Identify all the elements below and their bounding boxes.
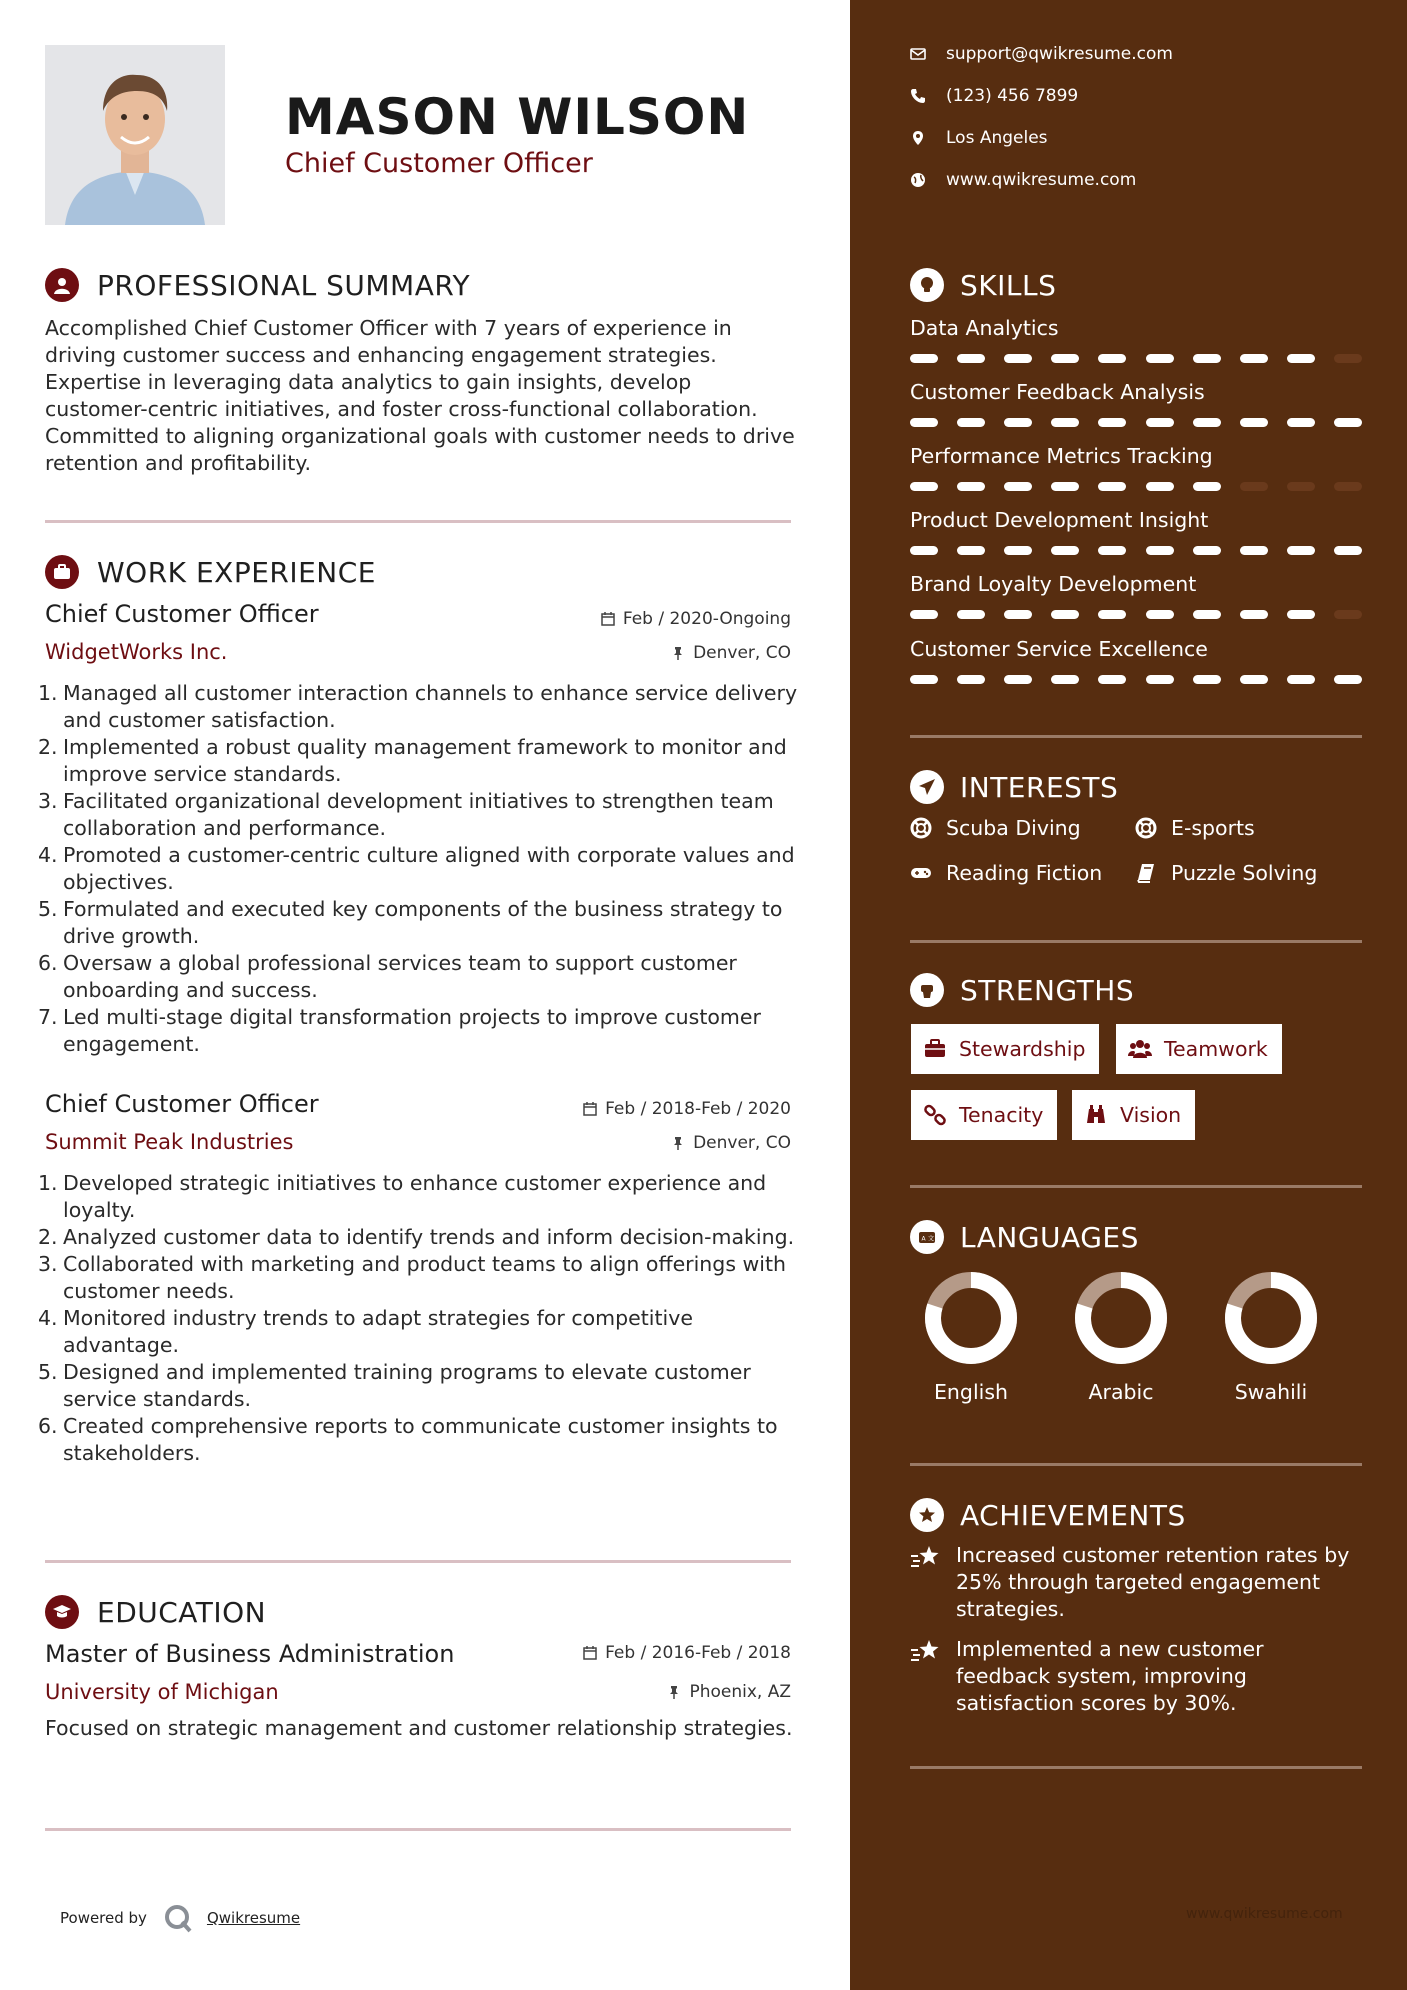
calendar-icon — [583, 1102, 597, 1116]
contact-email — [910, 44, 1173, 64]
skill-name: Brand Loyalty Development — [910, 572, 1197, 596]
users-icon — [1128, 1037, 1152, 1061]
skill-level-segment — [1193, 354, 1221, 363]
list-item: 2. Analyzed customer data to identify trends and inform decision-making. — [38, 1225, 795, 1249]
achievements-title: ACHIEVEMENTS — [960, 1498, 1186, 1532]
job-location-text: Denver, CO — [693, 1133, 791, 1153]
interest-label: Scuba Diving — [946, 816, 1081, 840]
interest-label: Puzzle Solving — [1171, 861, 1318, 885]
skills-heading — [910, 268, 1056, 302]
skills-title: SKILLS — [960, 268, 1057, 302]
website-text[interactable]: www.qwikresume.com — [946, 170, 1137, 190]
skill-level-segment — [910, 610, 938, 619]
candidate-name: MASON WILSON — [285, 88, 750, 146]
skill-level-segment — [1004, 482, 1032, 491]
skill-level-segment — [1240, 675, 1268, 684]
skill-level-segment — [1240, 610, 1268, 619]
job-title: Chief Customer Officer — [45, 600, 319, 628]
divider — [45, 1560, 791, 1563]
divider — [910, 735, 1362, 738]
skill-level-bar — [910, 418, 1362, 427]
link-icon — [923, 1103, 947, 1127]
candidate-title: Chief Customer Officer — [285, 148, 593, 179]
skill-item — [910, 380, 1362, 427]
skill-level-bar — [910, 482, 1362, 491]
job-dates-text: Feb / 2018-Feb / 2020 — [605, 1099, 791, 1119]
phone-icon — [910, 88, 926, 104]
skill-level-segment — [1051, 482, 1079, 491]
shooting-star-icon — [910, 1544, 942, 1572]
skill-level-segment — [1146, 482, 1174, 491]
interest-item — [910, 816, 1081, 840]
skill-level-bar — [910, 354, 1362, 363]
strength-label: Teamwork — [1164, 1037, 1268, 1061]
strength-badge — [1072, 1090, 1195, 1140]
interest-item — [910, 861, 1102, 885]
job-location-text: Denver, CO — [693, 643, 791, 663]
paper-plane-icon — [910, 770, 944, 804]
skill-level-segment — [1334, 354, 1362, 363]
strength-badge — [1116, 1024, 1282, 1074]
education-heading — [45, 1595, 266, 1629]
skill-name: Customer Service Excellence — [910, 637, 1208, 661]
skill-level-segment — [910, 546, 938, 555]
job-dates — [583, 1099, 791, 1119]
map-marker-icon — [910, 130, 926, 146]
skill-level-segment — [1193, 418, 1221, 427]
skill-level-segment — [1287, 354, 1315, 363]
strength-label: Vision — [1120, 1103, 1182, 1127]
skill-level-segment — [1098, 610, 1126, 619]
interest-item — [1135, 861, 1317, 885]
skill-level-segment — [957, 354, 985, 363]
skill-level-segment — [1334, 675, 1362, 684]
skill-level-bar — [910, 546, 1362, 555]
skill-level-segment — [1287, 546, 1315, 555]
achievement-text: Increased customer retention rates by 25% through targeted engagement strategies. — [956, 1543, 1350, 1621]
divider — [910, 1463, 1362, 1466]
divider — [910, 940, 1362, 943]
skill-name: Customer Feedback Analysis — [910, 380, 1205, 404]
interest-item — [1135, 816, 1255, 840]
skill-level-segment — [1240, 418, 1268, 427]
pin-icon — [671, 1136, 685, 1150]
job-location — [671, 643, 791, 663]
watermark-text: www.qwikresume.com — [1186, 1906, 1343, 1922]
skill-name: Performance Metrics Tracking — [910, 444, 1213, 468]
globe-icon — [910, 172, 926, 188]
divider — [45, 520, 791, 523]
skill-level-segment — [1287, 675, 1315, 684]
skill-level-segment — [957, 675, 985, 684]
skill-level-segment — [1240, 354, 1268, 363]
list-item: 5. Formulated and executed key components of the business strategy to drive growth. — [38, 897, 783, 948]
language-name: English — [933, 1380, 1009, 1404]
skill-level-segment — [1193, 482, 1221, 491]
skill-level-segment — [1287, 610, 1315, 619]
skill-level-segment — [1004, 418, 1032, 427]
list-item: 3. Collaborated with marketing and product teams to align offerings with customer needs. — [38, 1252, 787, 1303]
language-item — [911, 1270, 1031, 1404]
strength-badge — [911, 1090, 1057, 1140]
divider — [910, 1185, 1362, 1188]
summary-text: Accomplished Chief Customer Officer with 7 years of experience in driving customer success and enhancing engagement strategies. Expertise in leveraging data analytics to gain insights, develop customer-centric initiatives, and foster cross-functional collaboration. Committed to aligning organizational goals with customer needs to drive retention and profitability. — [45, 316, 795, 475]
skill-level-segment — [957, 482, 985, 491]
skill-level-segment — [910, 482, 938, 491]
language-name: Swahili — [1234, 1380, 1308, 1404]
skill-level-segment — [1240, 546, 1268, 555]
skill-level-segment — [1051, 546, 1079, 555]
fist-icon — [910, 973, 944, 1007]
svg-text:A: A — [921, 1235, 926, 1243]
svg-text:文: 文 — [928, 1235, 935, 1243]
skill-level-segment — [1287, 482, 1315, 491]
experience-heading — [45, 555, 376, 589]
skill-level-segment — [1146, 418, 1174, 427]
achievement-item — [910, 1542, 1362, 1623]
language-donut — [923, 1270, 1019, 1366]
skill-item — [910, 572, 1362, 619]
job-dates — [601, 609, 791, 629]
skill-name: Product Development Insight — [910, 508, 1209, 532]
language-donut — [1073, 1270, 1169, 1366]
skill-level-segment — [1098, 482, 1126, 491]
sidebar — [850, 0, 1407, 1990]
achievement-item — [910, 1636, 1362, 1717]
skill-level-segment — [957, 546, 985, 555]
education-location — [667, 1682, 791, 1702]
email-text[interactable]: support@qwikresume.com — [946, 44, 1173, 64]
skill-level-segment — [1334, 610, 1362, 619]
strength-label: Stewardship — [959, 1037, 1086, 1061]
location-text: Los Angeles — [946, 128, 1048, 148]
skill-level-bar — [910, 610, 1362, 619]
powered-by — [60, 1903, 300, 1933]
language-item — [1211, 1270, 1331, 1404]
profile-photo — [45, 45, 225, 225]
list-item: 2. Implemented a robust quality management framework to monitor and improve service standards. — [38, 735, 787, 786]
interests-heading — [910, 770, 1118, 804]
list-item: 7. Led multi-stage digital transformation projects to improve customer engagement. — [38, 1005, 761, 1056]
skill-level-segment — [910, 675, 938, 684]
skill-item — [910, 637, 1362, 684]
envelope-icon — [910, 46, 926, 62]
job-dates-text: Feb / 2020-Ongoing — [622, 609, 791, 629]
job-title: Chief Customer Officer — [45, 1090, 319, 1118]
gamepad-icon — [910, 862, 932, 884]
list-item: 6. Oversaw a global professional services team to support customer onboarding and success. — [38, 951, 737, 1002]
school-name: University of Michigan — [45, 1680, 279, 1704]
list-item: 5. Designed and implemented training programs to elevate customer service standards. — [38, 1360, 751, 1411]
summary-heading — [45, 268, 470, 302]
skill-level-segment — [1334, 482, 1362, 491]
job-bullets — [38, 1170, 798, 1467]
calendar-icon — [583, 1646, 597, 1660]
languages-heading — [910, 1220, 1139, 1254]
skill-level-segment — [1004, 675, 1032, 684]
contact-website — [910, 170, 1136, 190]
qwikresume-logo-icon — [163, 1903, 193, 1933]
achievements-heading — [910, 1498, 1186, 1532]
skill-name: Data Analytics — [910, 316, 1059, 340]
interests-title: INTERESTS — [960, 770, 1119, 804]
list-item: 1. Managed all customer interaction channels to enhance service delivery and customer satisfaction. — [38, 681, 798, 732]
language-name: Arabic — [1088, 1380, 1154, 1404]
language-item — [1061, 1270, 1181, 1404]
achievement-text: Implemented a new customer feedback system, improving satisfaction scores by 30%. — [956, 1637, 1264, 1715]
interest-label: Reading Fiction — [946, 861, 1103, 885]
skill-item — [910, 316, 1362, 363]
skill-level-segment — [1004, 546, 1032, 555]
skill-level-segment — [1051, 610, 1079, 619]
briefcase-icon — [923, 1037, 947, 1061]
languages-title: LANGUAGES — [960, 1220, 1139, 1254]
skill-level-segment — [1051, 354, 1079, 363]
user-icon — [45, 268, 79, 302]
pin-icon — [671, 646, 685, 660]
divider — [45, 1828, 791, 1831]
skill-level-segment — [957, 418, 985, 427]
phone-text: (123) 456 7899 — [946, 86, 1079, 106]
skill-level-segment — [1146, 546, 1174, 555]
skill-level-segment — [1146, 354, 1174, 363]
job-company: WidgetWorks Inc. — [45, 640, 228, 664]
pin-icon — [667, 1685, 681, 1699]
skill-item — [910, 508, 1362, 555]
skill-level-bar — [910, 675, 1362, 684]
skill-level-segment — [1051, 675, 1079, 684]
skill-level-segment — [1004, 354, 1032, 363]
qwikresume-link[interactable]: Qwikresume — [206, 1909, 301, 1927]
shooting-star-icon — [910, 1638, 942, 1666]
interest-label: E-sports — [1171, 816, 1255, 840]
skill-level-segment — [1240, 482, 1268, 491]
skill-level-segment — [910, 354, 938, 363]
strengths-heading — [910, 973, 1134, 1007]
skill-level-segment — [1098, 546, 1126, 555]
education-dates-text: Feb / 2016-Feb / 2018 — [605, 1643, 791, 1663]
list-item: 3. Facilitated organizational development initiatives to strengthen team collaboration and performance. — [38, 789, 774, 840]
strengths-title: STRENGTHS — [960, 973, 1135, 1007]
skill-level-segment — [1334, 418, 1362, 427]
skill-level-segment — [1287, 418, 1315, 427]
list-item: 6. Created comprehensive reports to communicate customer insights to stakeholders. — [38, 1414, 778, 1465]
list-item: 4. Monitored industry trends to adapt strategies for competitive advantage. — [38, 1306, 693, 1357]
strength-label: Tenacity — [959, 1103, 1044, 1127]
graduation-cap-icon — [45, 1595, 79, 1629]
education-description: Focused on strategic management and customer relationship strategies. — [45, 1716, 793, 1740]
skill-level-segment — [1146, 610, 1174, 619]
life-ring-icon — [910, 817, 932, 839]
contact-phone — [910, 86, 1078, 106]
skill-level-segment — [1004, 610, 1032, 619]
experience-title: WORK EXPERIENCE — [97, 555, 376, 589]
calendar-icon — [601, 612, 615, 626]
summary-title: PROFESSIONAL SUMMARY — [97, 268, 471, 302]
degree-title: Master of Business Administration — [45, 1640, 455, 1668]
education-dates — [583, 1643, 791, 1663]
life-ring-icon — [1135, 817, 1157, 839]
list-item: 1. Developed strategic initiatives to enhance customer experience and loyalty. — [38, 1171, 767, 1222]
briefcase-icon — [45, 555, 79, 589]
skill-level-segment — [1146, 675, 1174, 684]
language-icon — [910, 1220, 944, 1254]
book-icon — [1135, 862, 1157, 884]
job-bullets — [38, 680, 798, 1058]
skill-level-segment — [910, 418, 938, 427]
binoculars-icon — [1084, 1103, 1108, 1127]
skill-level-segment — [1193, 546, 1221, 555]
contact-location — [910, 128, 1048, 148]
skill-level-segment — [1098, 675, 1126, 684]
lightbulb-icon — [910, 268, 944, 302]
skill-level-segment — [1051, 418, 1079, 427]
skill-level-segment — [1193, 610, 1221, 619]
education-location-text: Phoenix, AZ — [689, 1682, 791, 1702]
divider — [910, 1766, 1362, 1769]
list-item: 4. Promoted a customer-centric culture aligned with corporate values and objectives. — [38, 843, 795, 894]
skill-level-segment — [1098, 354, 1126, 363]
strength-badge — [911, 1024, 1099, 1074]
job-company: Summit Peak Industries — [45, 1130, 294, 1154]
skill-level-segment — [1193, 675, 1221, 684]
job-location — [671, 1133, 791, 1153]
education-title: EDUCATION — [97, 1595, 267, 1629]
skill-level-segment — [957, 610, 985, 619]
star-badge-icon — [910, 1498, 944, 1532]
skill-item — [910, 444, 1362, 491]
skill-level-segment — [1098, 418, 1126, 427]
language-donut — [1223, 1270, 1319, 1366]
skill-level-segment — [1334, 546, 1362, 555]
powered-by-label: Powered by — [60, 1909, 147, 1927]
